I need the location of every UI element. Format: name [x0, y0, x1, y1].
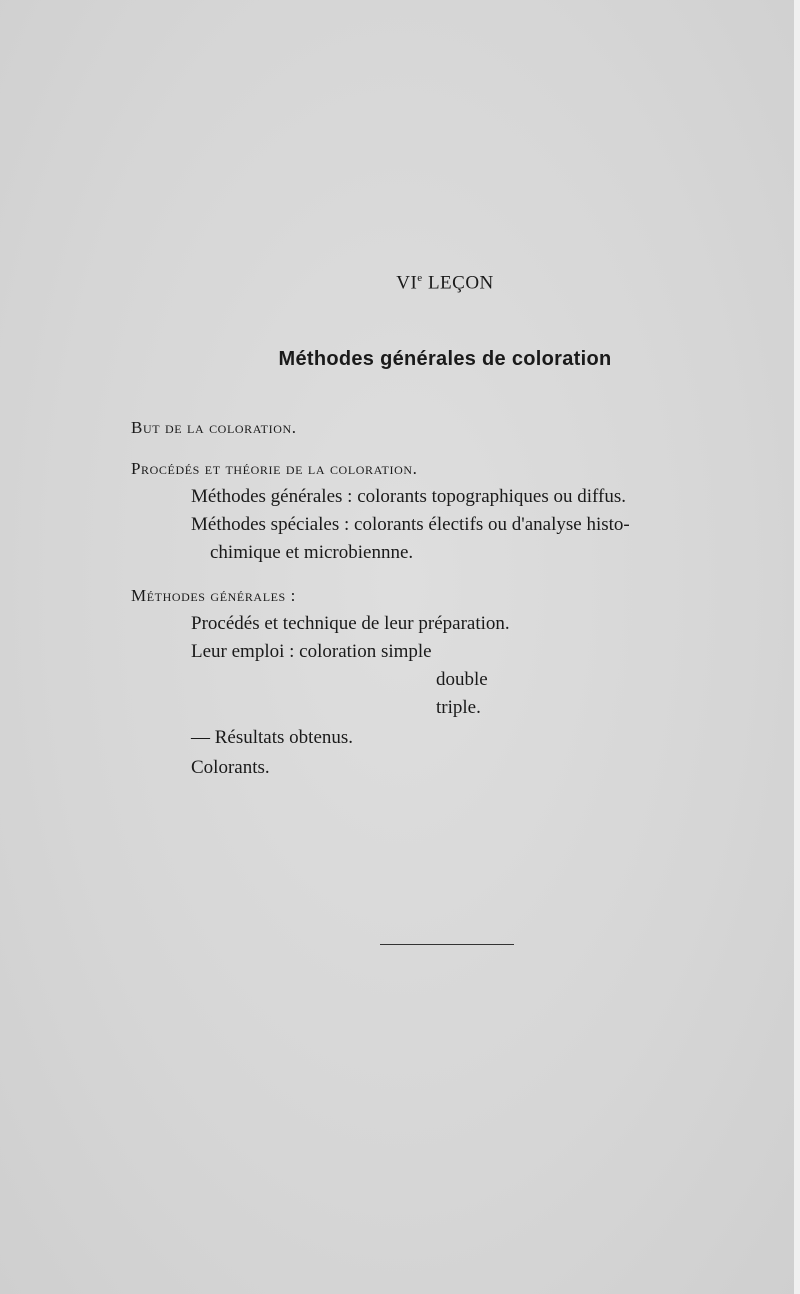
page-edge [794, 0, 800, 1294]
section-procedes: Procédés et théorie de la coloration. [131, 459, 418, 478]
end-rule [380, 944, 514, 945]
methodes-emploi: Leur emploi : coloration simple [191, 641, 432, 662]
lesson-superscript: e [417, 272, 423, 284]
procedes-generales: Méthodes générales : colorants topographiques ou diffus. [191, 486, 626, 507]
methodes-colorants: Colorants. [191, 757, 270, 778]
lesson-word: LEÇON [427, 272, 494, 294]
methodes-double: double [436, 669, 488, 690]
lesson-number [0, 272, 800, 294]
methodes-preparation: Procédés et technique de leur préparation. [191, 613, 510, 634]
page-title: Méthodes générales de coloration [278, 348, 612, 370]
procedes-speciales-line2: chimique et microbiennne. [210, 542, 414, 563]
lesson-roman: VI [396, 272, 418, 294]
section-but: But de la coloration. [131, 418, 297, 437]
procedes-speciales-line1: Méthodes spéciales : colorants électifs ou d'analyse histo- [191, 514, 630, 535]
methodes-triple: triple. [436, 697, 481, 718]
section-methodes: Méthodes générales : [131, 586, 296, 605]
methodes-resultats: — Résultats obtenus. [191, 727, 354, 748]
